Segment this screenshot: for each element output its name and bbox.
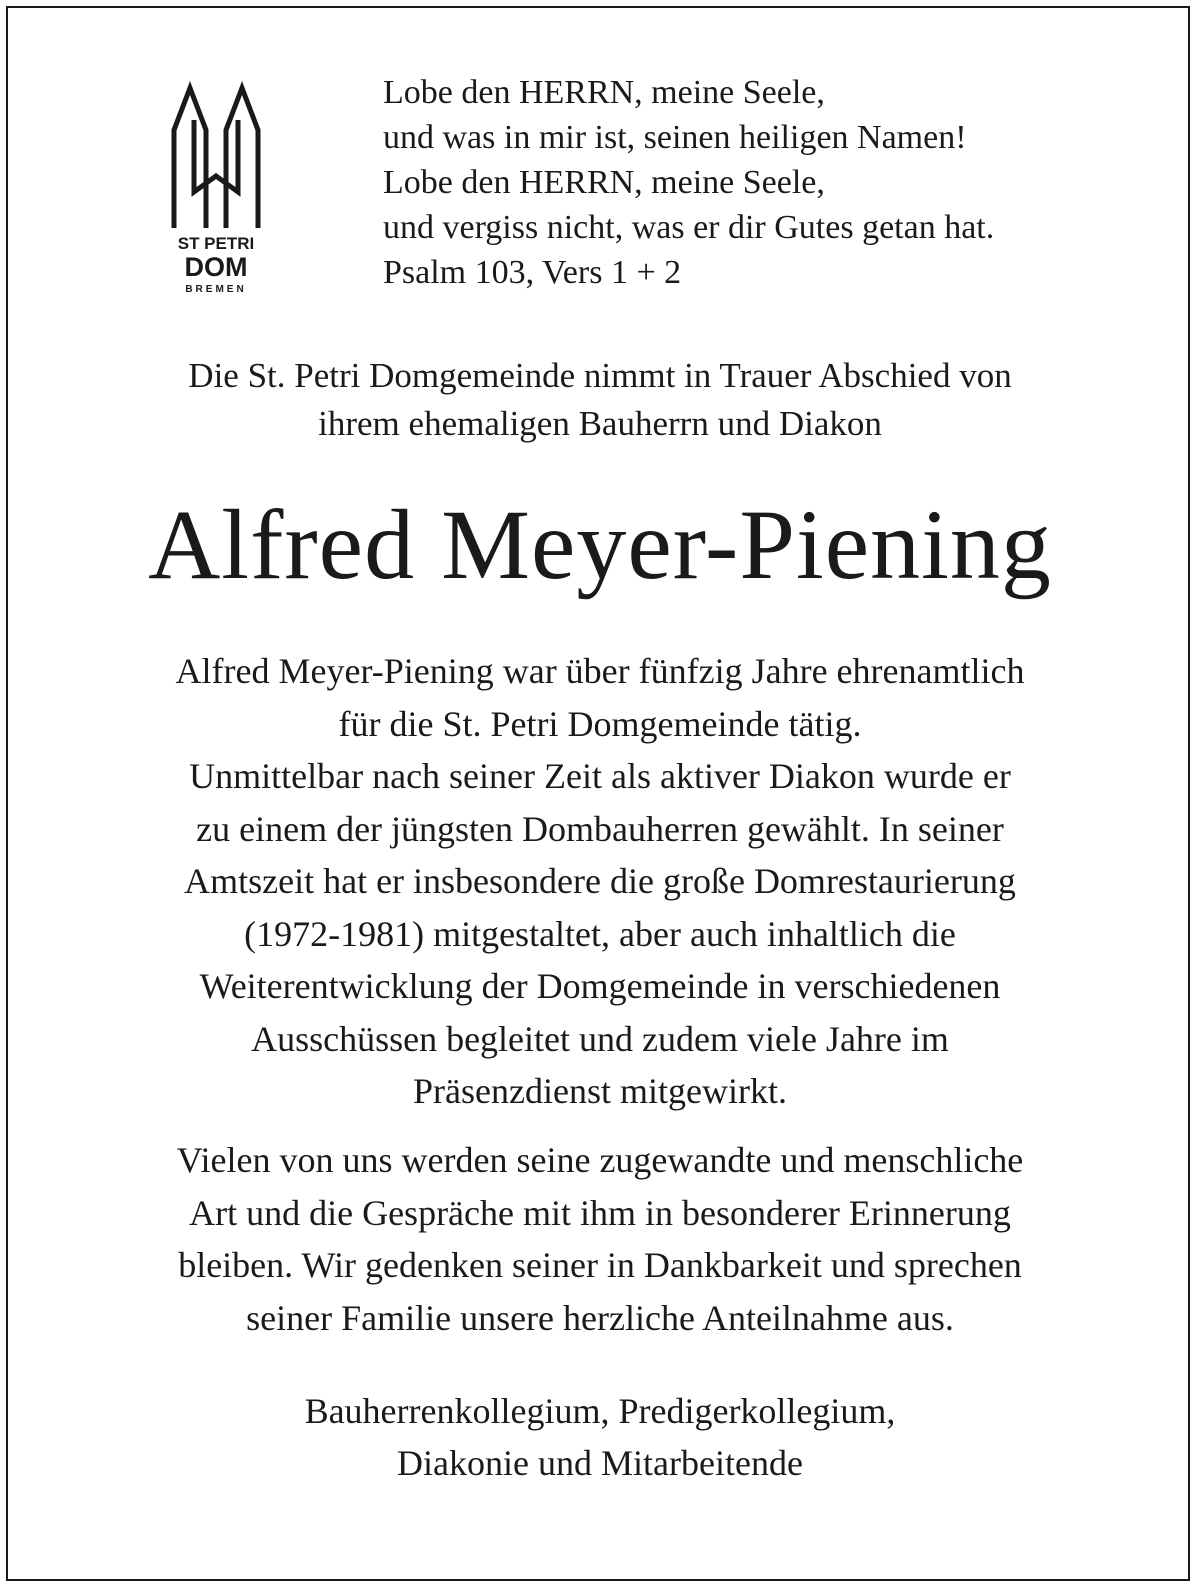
biography-line: (1972-1981) mitgestaltet, aber auch inhaltlich die	[244, 913, 956, 954]
logo-text-bremen: BREMEN	[185, 284, 247, 295]
psalm-quote	[383, 70, 1163, 295]
deceased-name: Alfred Meyer-Piening	[148, 489, 1052, 600]
biography-line: Amtszeit hat er insbesondere die große Domrestaurierung	[184, 861, 1016, 901]
cathedral-towers-icon	[168, 80, 264, 230]
biography-line: Präsenzdienst mitgewirkt.	[413, 1071, 787, 1111]
condolence-line: Vielen von uns werden seine zugewandte und menschliche	[176, 1140, 1024, 1180]
condolence-line: seiner Familie unsere herzliche Anteilnahme aus.	[246, 1297, 954, 1338]
biography-paragraph	[20, 645, 1180, 1118]
biography-line: Unmittelbar nach seiner Zeit als aktiver Diakon wurde er	[189, 756, 1011, 796]
biography-line: zu einem der jüngsten Dombauherren gewählt. In seiner	[196, 808, 1004, 849]
signatories	[20, 1385, 1180, 1489]
psalm-citation: Psalm 103, Vers 1 + 2	[383, 254, 682, 291]
signatory-line: Bauherrenkollegium, Predigerkollegium,	[304, 1391, 896, 1431]
intro-line: ihrem ehemaligen Bauherrn und Diakon	[318, 404, 882, 443]
psalm-line: und vergiss nicht, was er dir Gutes getan hat.	[383, 209, 995, 246]
psalm-line: Lobe den HERRN, meine Seele,	[383, 74, 825, 111]
biography-line: Weiterentwicklung der Domgemeinde in verschiedenen	[199, 966, 1001, 1006]
signatory-line: Diakonie und Mitarbeitende	[397, 1443, 803, 1483]
condolence-line: bleiben. Wir gedenken seiner in Dankbarkeit und sprechen	[178, 1245, 1022, 1285]
intro-text	[20, 352, 1180, 448]
logo-text-dom: DOM	[184, 252, 248, 282]
biography-line: Alfred Meyer-Piening war über fünfzig Jahre ehrenamtlich	[175, 651, 1025, 691]
condolence-line: Art und die Gespräche mit ihm in besonderer Erinnerung	[189, 1192, 1011, 1233]
logo-text-st-petri: ST PETRI	[177, 234, 255, 253]
biography-line: für die St. Petri Domgemeinde tätig.	[338, 703, 862, 744]
condolence-paragraph	[20, 1134, 1180, 1344]
st-petri-dom-logo	[168, 80, 264, 310]
biography-line: Ausschüssen begleitet und zudem viele Jahre im	[251, 1018, 949, 1059]
intro-line: Die St. Petri Domgemeinde nimmt in Trauer Abschied von	[188, 356, 1012, 395]
psalm-line: und was in mir ist, seinen heiligen Namen!	[383, 119, 967, 156]
psalm-line: Lobe den HERRN, meine Seele,	[383, 164, 825, 201]
